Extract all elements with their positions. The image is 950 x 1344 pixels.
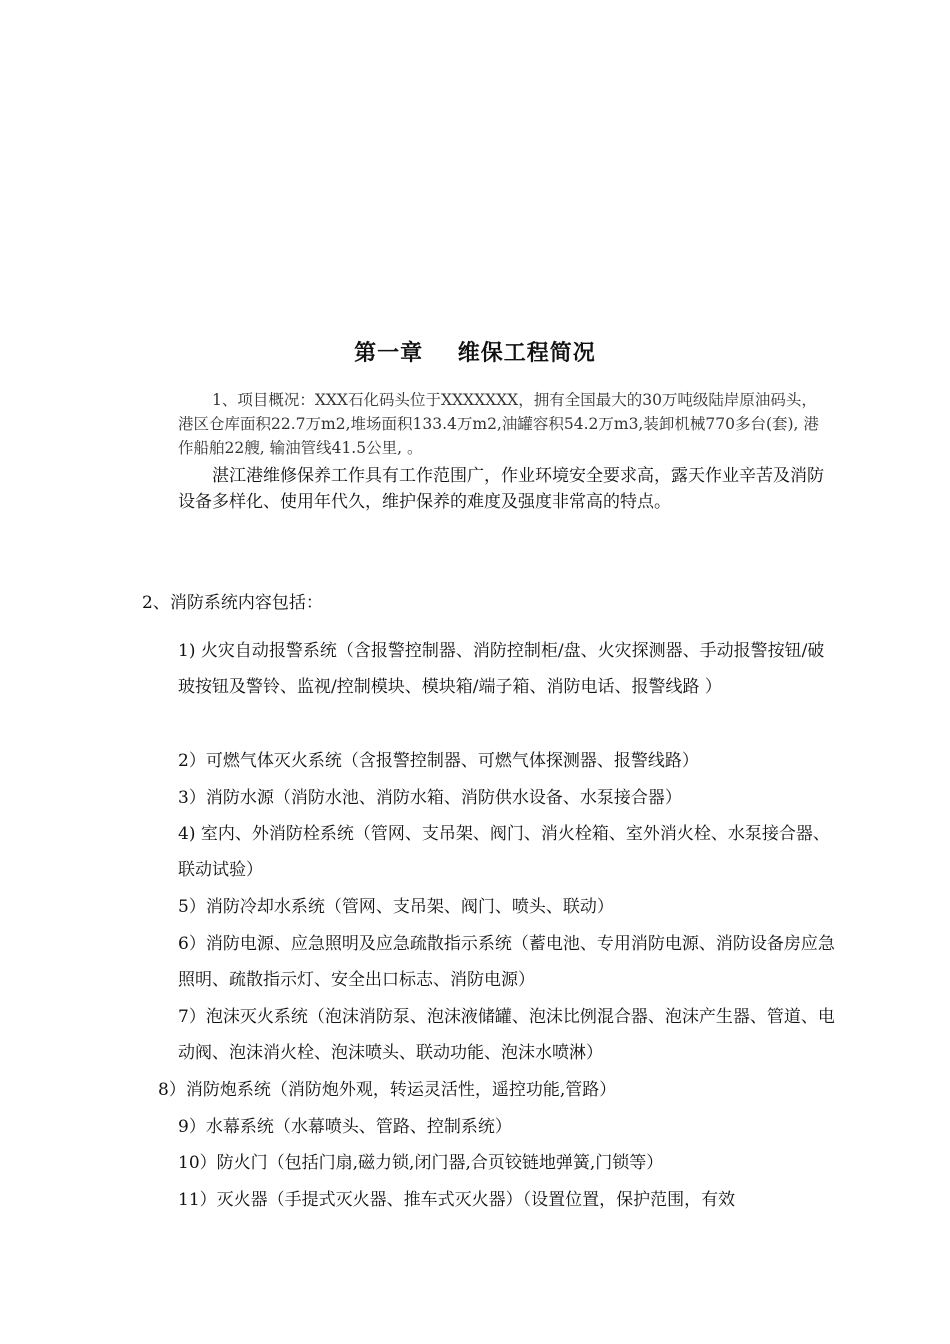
list-item: 11）灭火器（手提式灭火器、推车式灭火器）（设置位置，保护范围，有效	[178, 1190, 736, 1210]
list-item: 8）消防炮系统（消防炮外观，转运灵活性，遥控功能,管路）	[158, 1080, 617, 1100]
chapter-title: 第一章 维保工程简况	[354, 340, 596, 366]
overview-paragraph	[178, 388, 830, 460]
list-item: 1) 火灾自动报警系统（含报警控制器、消防控制柜/盘、火灾探测器、手动报警按钮/破玻按钮及警铃、监视/控制模块、模块箱/端子箱、消防电话、报警线路 ）	[178, 641, 825, 697]
list-item: 3）消防水源（消防水池、消防水箱、消防供水设备、水泵接合器）	[178, 788, 682, 808]
list-item: 6）消防电源、应急照明及应急疏散指示系统（蓄电池、专用消防电源、消防设备房应急照明、疏散指示灯、安全出口标志、消防电源）	[178, 934, 835, 990]
list-item: 2）可燃气体灭火系统（含报警控制器、可燃气体探测器、报警线路）	[178, 751, 699, 771]
section-heading: 2、消防系统内容包括：	[142, 593, 323, 613]
feature-text: 湛江港维修保养工作具有工作范围广，作业环境安全要求高，露天作业辛苦及消防设备多样化、使用年代久，维护保养的难度及强度非常高的特点。	[178, 466, 824, 512]
list-item: 9）水幕系统（水幕喷头、管路、控制系统）	[178, 1117, 512, 1137]
list-item: 7）泡沫灭火系统（泡沫消防泵、泡沫液储罐、泡沫比例混合器、泡沫产生器、管道、电动阀、泡沫消火栓、泡沫喷头、联动功能、泡沫水喷淋）	[178, 1007, 835, 1063]
overview-text: 1、项目概况：XXX石化码头位于XXXXXXX，拥有全国最大的30万吨级陆岸原油码头，港区仓库面积22.7万m2,堆场面积133.4万m2,油罐容积54.2万m3,装卸机械770多台(套), 港作船舶22艘, 输油管线41.5公里, 。	[178, 391, 819, 457]
list-item: 5）消防冷却水系统（管网、支吊架、阀门、喷头、联动）	[178, 897, 614, 917]
feature-paragraph	[178, 463, 830, 515]
list-item: 10）防火门（包括门扇,磁力锁,闭门器,合页铰链地弹簧,门锁等）	[178, 1153, 664, 1173]
list-item: 4) 室内、外消防栓系统（管网、支吊架、阀门、消火栓箱、室外消火栓、水泵接合器、联动试验）	[178, 824, 830, 880]
